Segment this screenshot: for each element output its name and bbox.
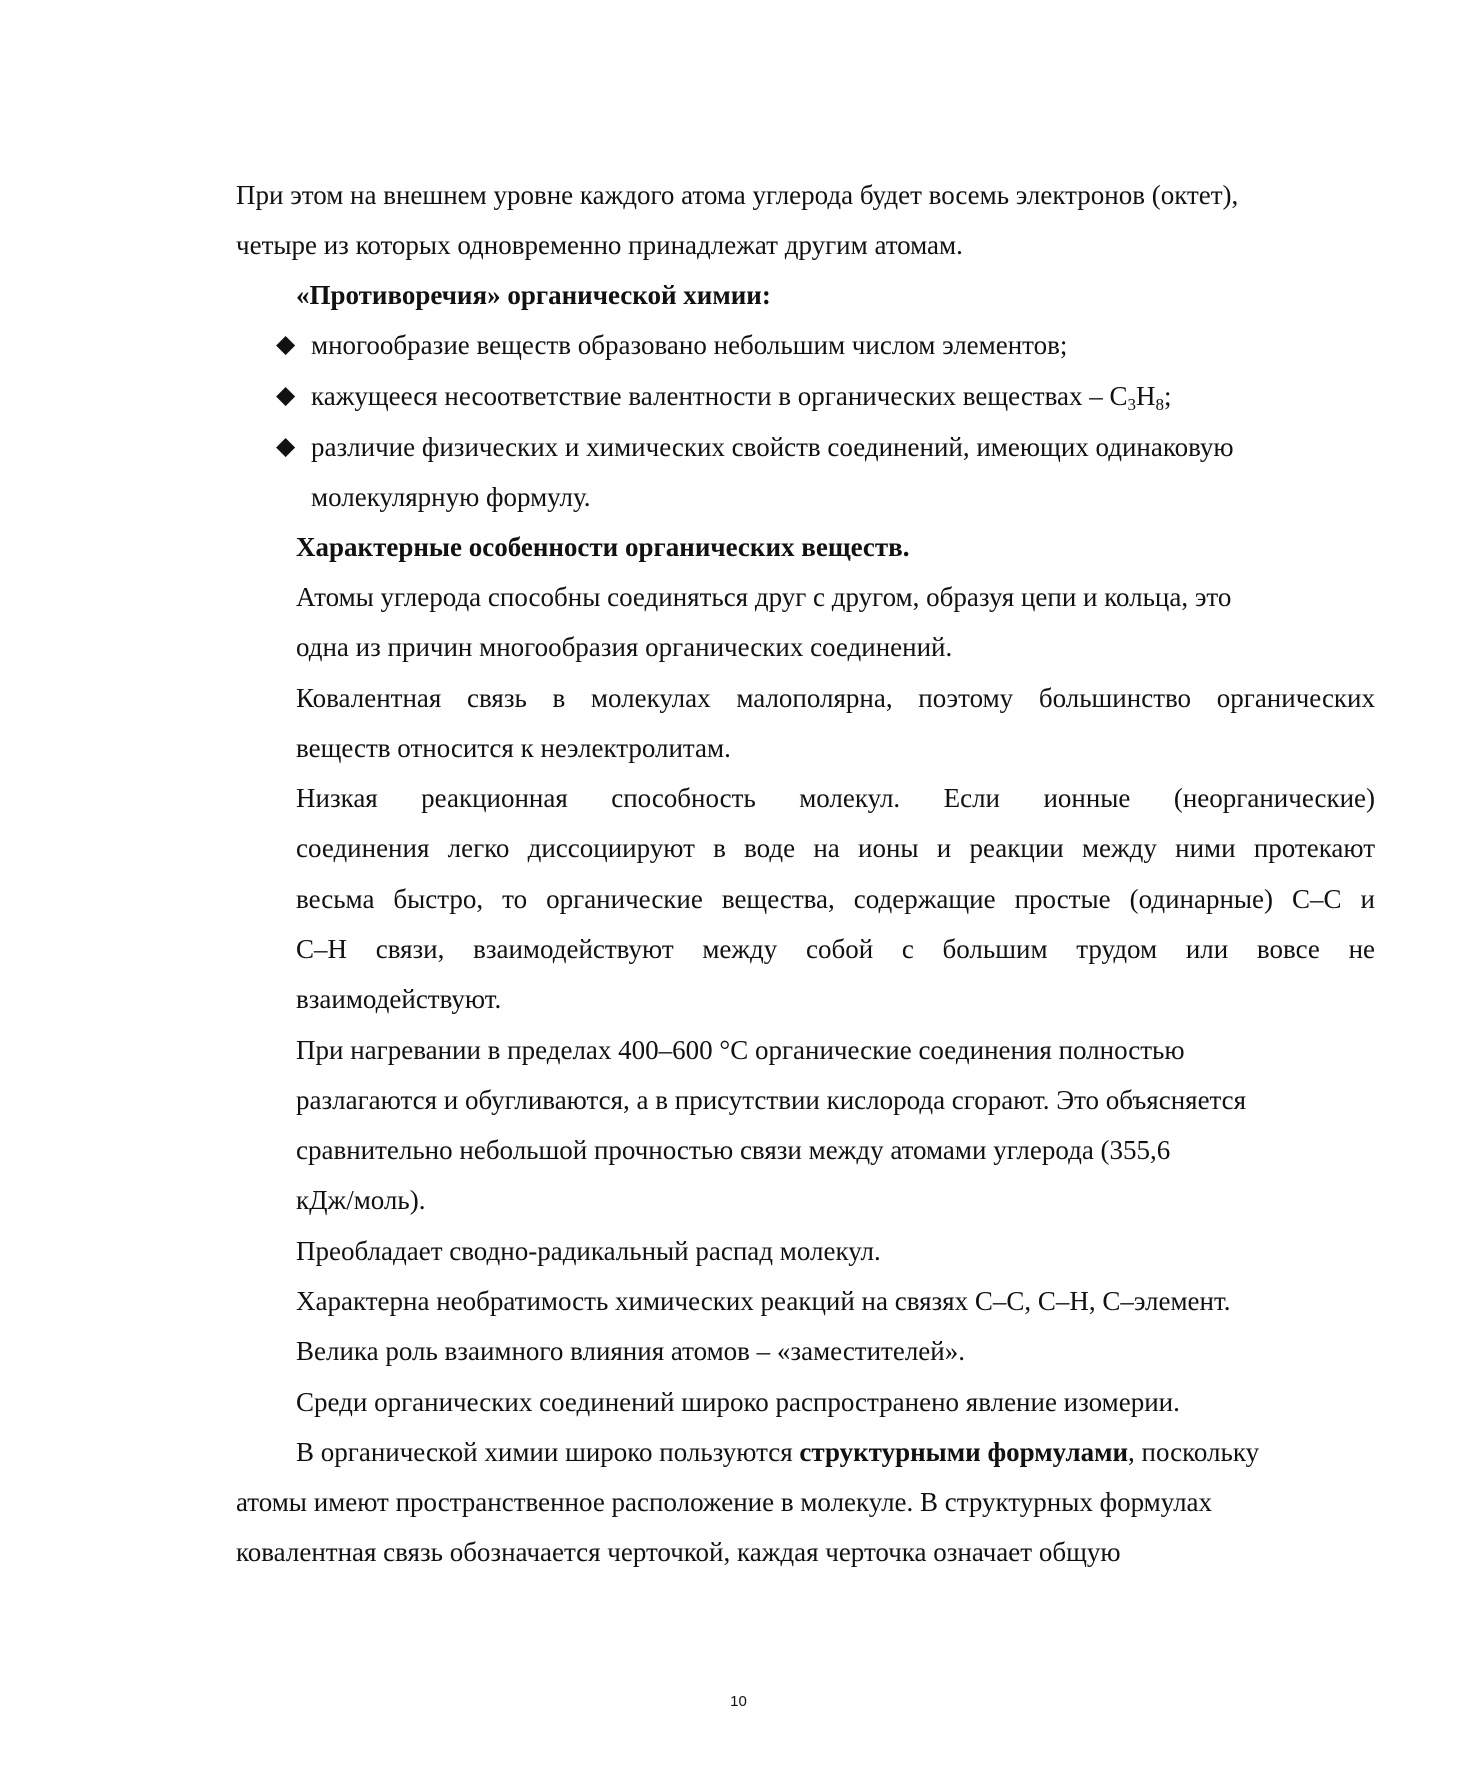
features-p7: Велика роль взаимного влияния атомов – «заместителей». bbox=[296, 1336, 965, 1366]
features-p1-line-1: Атомы углерода способны соединяться друг с другом, образуя цепи и кольца, это bbox=[296, 582, 1232, 612]
contradiction-item-3-line-2: молекулярную формулу. bbox=[311, 482, 591, 512]
formulas-line-1: В органической химии широко пользуются структурными формулами, поскольку bbox=[296, 1437, 1260, 1467]
features-p3-line-4: С–Н связи, взаимодействуют между собой с большим трудом или вовсе не bbox=[296, 934, 1375, 964]
contradictions-heading: «Противоречия» органической химии: bbox=[296, 280, 771, 310]
contradiction-item-2: кажущееся несоответствие валентности в органических веществах – $С_3Н_8$; bbox=[311, 381, 1172, 414]
contradiction-item-1: многообразие веществ образовано небольшим числом элементов; bbox=[311, 330, 1068, 360]
diamond-bullet-icon: ◆ bbox=[276, 433, 296, 460]
features-p5: Преобладает сводно-радикальный распад молекул. bbox=[296, 1236, 881, 1266]
features-p3-line-1: Низкая реакционная способность молекул. Если ионные (неорганические) bbox=[296, 783, 1375, 813]
diamond-bullet-icon: ◆ bbox=[276, 331, 296, 358]
intro-line-2: четыре из которых одновременно принадлежат другим атомам. bbox=[236, 230, 963, 260]
features-p3-line-5: взаимодействуют. bbox=[296, 984, 502, 1014]
diamond-bullet-icon: ◆ bbox=[276, 382, 296, 409]
intro-line-1: При этом на внешнем уровне каждого атома углерода будет восемь электронов (октет), bbox=[236, 180, 1239, 210]
contradiction-item-3-line-1: различие физических и химических свойств соединений, имеющих одинаковую bbox=[311, 432, 1234, 462]
features-p3-line-3: весьма быстро, то органические вещества, содержащие простые (одинарные) С–С и bbox=[296, 884, 1375, 914]
page-number: 10 bbox=[730, 1693, 747, 1710]
formulas-line-2: атомы имеют пространственное расположение в молекуле. В структурных формулах bbox=[236, 1487, 1213, 1517]
formulas-line-3: ковалентная связь обозначается черточкой, каждая черточка означает общую bbox=[236, 1537, 1121, 1567]
features-p6: Характерна необратимость химических реакций на связях С–С, С–Н, С–элемент. bbox=[296, 1286, 1231, 1316]
features-p8: Среди органических соединений широко распространено явление изомерии. bbox=[296, 1387, 1180, 1417]
features-p4-line-4: кДж/моль). bbox=[296, 1185, 426, 1215]
features-p4-line-3: сравнительно небольшой прочностью связи между атомами углерода (355,6 bbox=[296, 1135, 1171, 1165]
features-p4-line-2: разлагаются и обугливаются, а в присутствии кислорода сгорают. Это объясняется bbox=[296, 1085, 1247, 1115]
features-p4-line-1: При нагревании в пределах 400–600 °С органические соединения полностью bbox=[296, 1035, 1185, 1065]
features-p2-line-2: веществ относится к неэлектролитам. bbox=[296, 733, 731, 763]
features-p2-line-1: Ковалентная связь в молекулах малополярна, поэтому большинство органических bbox=[296, 683, 1375, 713]
features-heading: Характерные особенности органических веществ. bbox=[296, 532, 910, 562]
features-p1-line-2: одна из причин многообразия органических соединений. bbox=[296, 632, 953, 662]
structural-formulas-term: структурными формулами bbox=[799, 1437, 1129, 1467]
features-p3-line-2: соединения легко диссоциируют в воде на ионы и реакции между ними протекают bbox=[296, 833, 1375, 863]
